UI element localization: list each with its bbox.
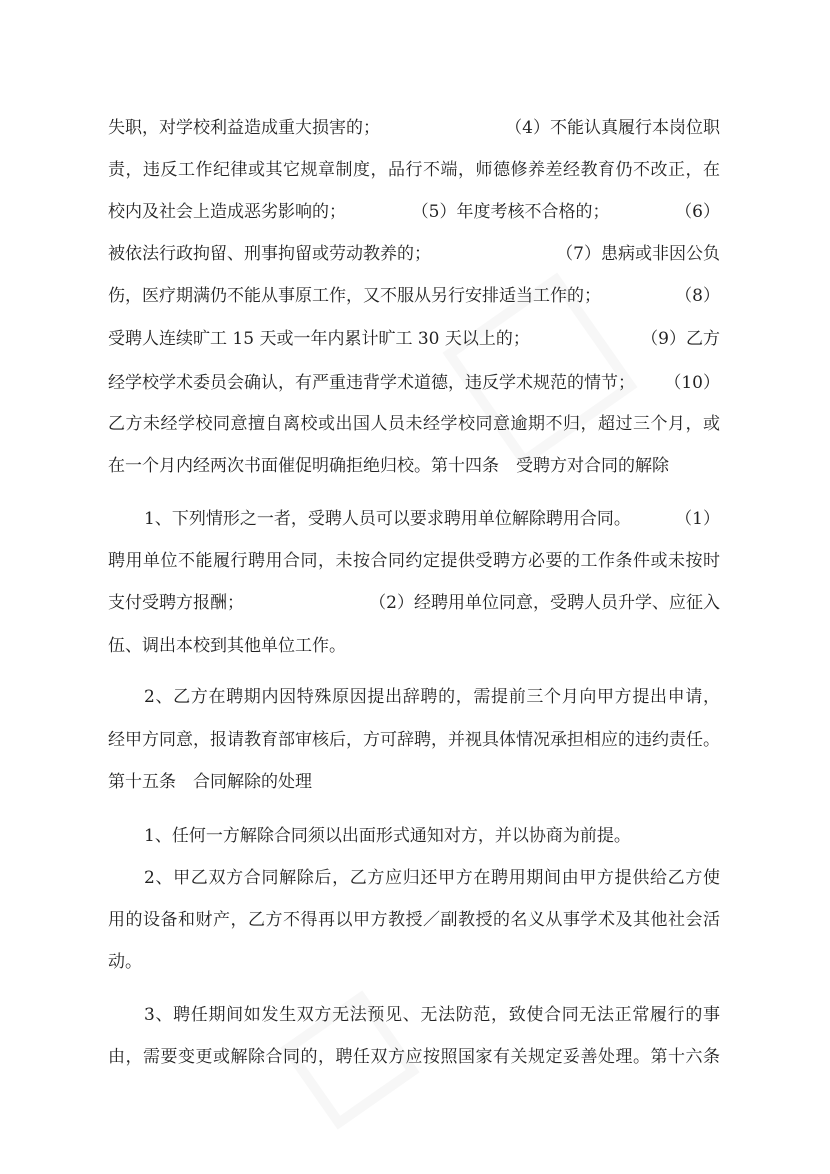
line-text-right: （1） (675, 509, 720, 529)
text-line (108, 371, 720, 395)
line-text: 失职，对学校利益造成重大损害的； (108, 118, 380, 138)
text-line: 1、任何一方解除合同须以出面形式通知对方，并以协商为前提。 (144, 826, 631, 846)
text-line (108, 591, 720, 615)
text-line (108, 116, 720, 140)
text-line (108, 284, 720, 308)
text-line: 经甲方同意，报请教育部审核后，方可辞聘，并视具体情况承担相应的违约责任。 (108, 730, 720, 750)
text-line (144, 507, 720, 531)
line-text-right: （8） (675, 286, 720, 306)
text-line (108, 242, 720, 266)
text-line: 3、聘任期间如发生双方无法预见、无法防范，致使合同无法正常履行的事 (144, 1005, 720, 1025)
text-line: 用的设备和财产，乙方不得再以甲方教授／副教授的名义从事学术及其他社会活 (108, 910, 720, 930)
text-line: 乙方未经学校同意擅自离校或出国人员未经学校同意逾期不归，超过三个月，或 (108, 414, 720, 434)
line-text-right: （4）不能认真履行本岗位职 (505, 118, 720, 138)
line-text-right: （10） (664, 373, 720, 393)
line-text: 校内及社会上造成恶劣影响的； (108, 202, 346, 222)
line-text: 受聘人连续旷工 15 天或一年内累计旷工 30 天以上的； (108, 329, 530, 349)
line-text-right: （9）乙方 (641, 329, 720, 349)
line-text: 被依法行政拘留、刑事拘留或劳动教养的； (108, 244, 431, 264)
text-line: 伍、调出本校到其他单位工作。 (108, 636, 346, 656)
text-line: 责，违反工作纪律或其它规章制度，品行不端，师德修养差经教育仍不改正，在 (108, 160, 720, 180)
line-text-right: （6） (675, 202, 720, 222)
line-text: 伤，医疗期满仍不能从事原工作，又不服从另行安排适当工作的； (108, 286, 601, 306)
text-line: 动。 (108, 952, 142, 972)
text-line: 由，需要变更或解除合同的，聘任双方应按照国家有关规定妥善处理。第十六条 (108, 1047, 720, 1067)
text-line: 在一个月内经两次书面催促明确拒绝归校。第十四条 受聘方对合同的解除 (108, 456, 669, 476)
text-line (108, 200, 720, 224)
text-line: 2、甲乙双方合同解除后，乙方应归还甲方在聘用期间由甲方提供给乙方使 (144, 868, 720, 888)
line-text: 支付受聘方报酬； (108, 593, 244, 613)
line-text-right: （7）患病或非因公负 (556, 244, 720, 264)
line-text-mid: （5）年度考核不合格的； (411, 202, 610, 222)
text-line: 聘用单位不能履行聘用合同，未按合同约定提供受聘方必要的工作条件或未按时 (108, 551, 720, 571)
section-heading: 第十五条 合同解除的处理 (108, 772, 312, 792)
text-line (108, 327, 720, 351)
text-line: 2、乙方在聘期内因特殊原因提出辞聘的，需提前三个月向甲方提出申请， (144, 687, 720, 707)
line-text: 经学校学术委员会确认，有严重违背学术道德，违反学术规范的情节； (108, 373, 635, 393)
line-text: 1、下列情形之一者，受聘人员可以要求聘用单位解除聘用合同。 (144, 509, 631, 529)
line-text-right: （2）经聘用单位同意，受聘人员升学、应征入 (369, 593, 720, 613)
